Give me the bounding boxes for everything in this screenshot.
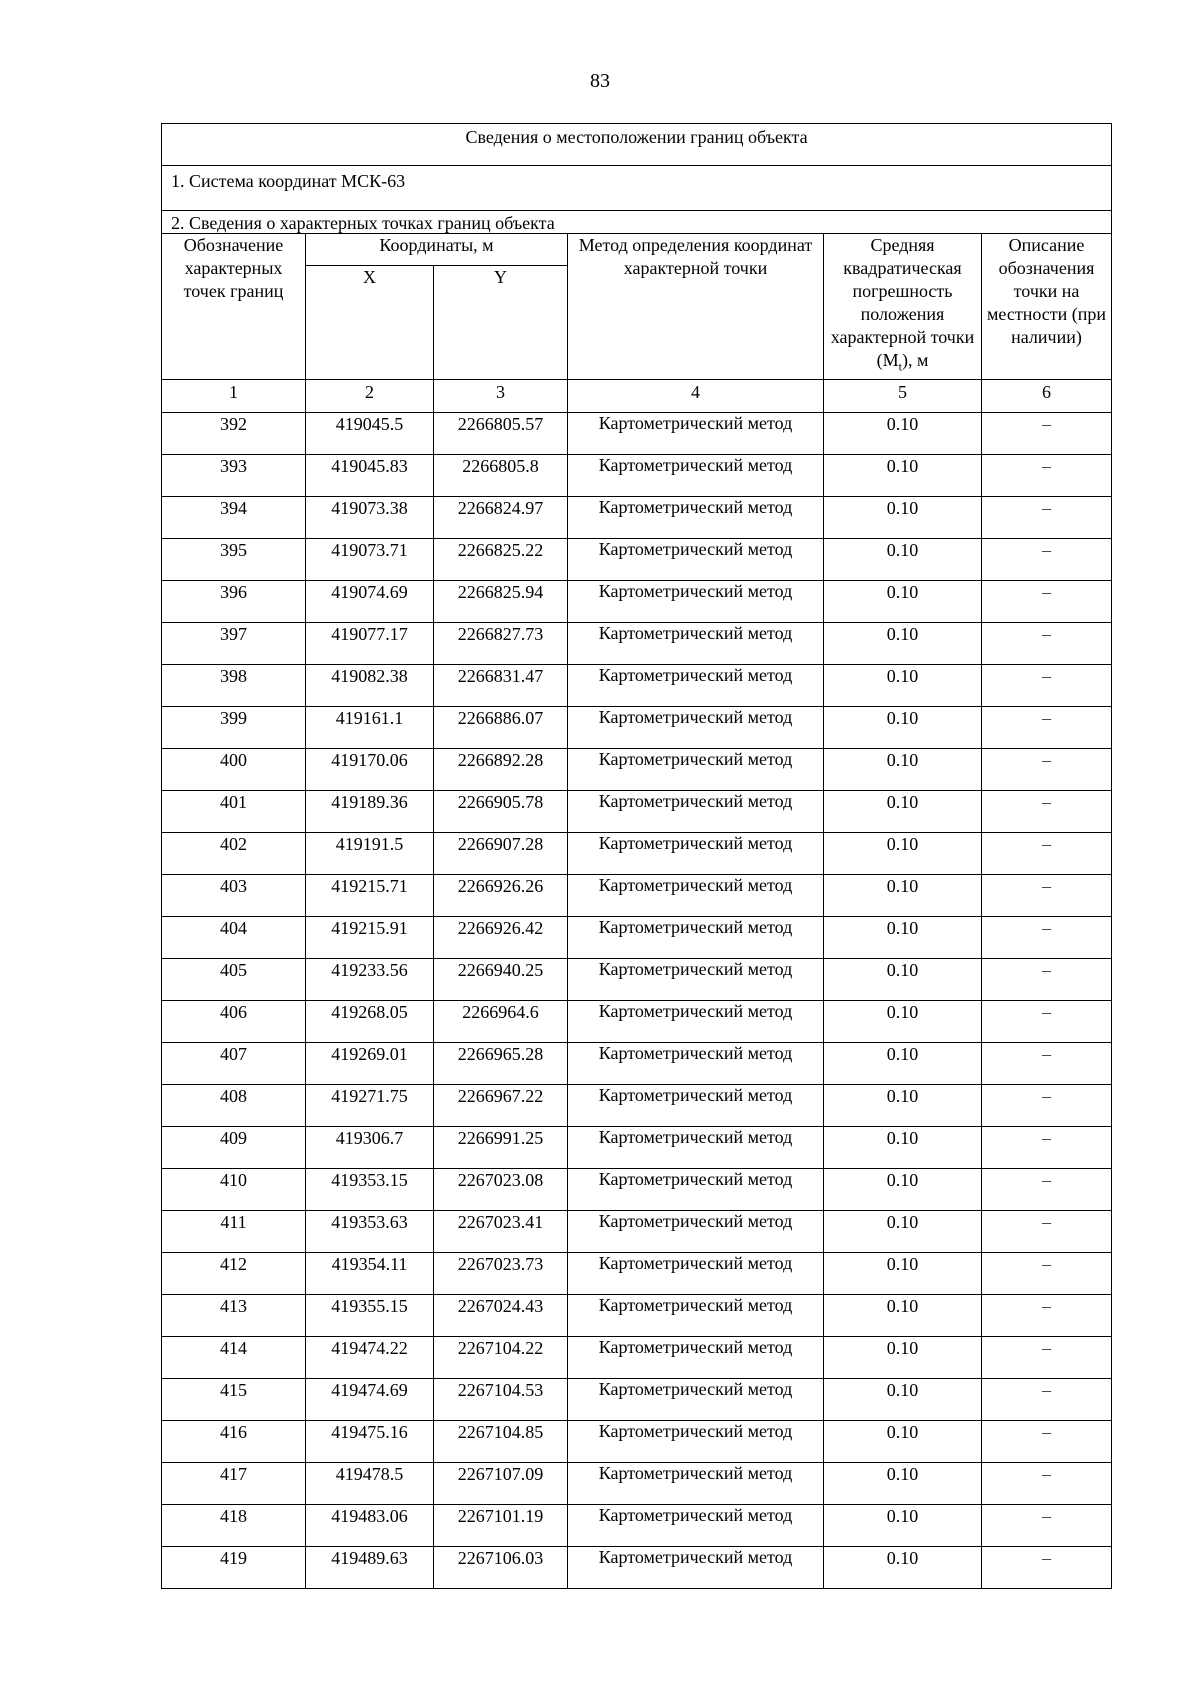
table-row — [162, 790, 1112, 832]
coordinate-system: 1. Система координат МСК-63 — [162, 166, 1112, 211]
cell-x: 419215.91 — [306, 916, 434, 958]
cell-x: 419189.36 — [306, 790, 434, 832]
cell-x: 419073.71 — [306, 538, 434, 580]
cell-method: Картометрический метод — [568, 1000, 824, 1042]
cell-y: 2266967.22 — [434, 1084, 568, 1126]
cell-point: 413 — [162, 1294, 306, 1336]
cell-error: 0.10 — [824, 832, 982, 874]
table-row — [162, 580, 1112, 622]
table-row — [162, 1420, 1112, 1462]
table-row — [162, 664, 1112, 706]
cell-y: 2266805.57 — [434, 412, 568, 454]
cell-description: – — [982, 664, 1112, 706]
table-row — [162, 748, 1112, 790]
cell-method: Картометрический метод — [568, 1378, 824, 1420]
cell-point: 409 — [162, 1126, 306, 1168]
cell-x: 419191.5 — [306, 832, 434, 874]
cell-method: Картометрический метод — [568, 958, 824, 1000]
cell-point: 399 — [162, 706, 306, 748]
cell-method: Картометрический метод — [568, 1042, 824, 1084]
cell-point: 419 — [162, 1546, 306, 1588]
cell-x: 419073.38 — [306, 496, 434, 538]
cell-method: Картометрический метод — [568, 496, 824, 538]
cell-error: 0.10 — [824, 496, 982, 538]
cell-description: – — [982, 454, 1112, 496]
cell-method: Картометрический метод — [568, 412, 824, 454]
cell-description: – — [982, 790, 1112, 832]
cell-point: 406 — [162, 1000, 306, 1042]
cell-y: 2266907.28 — [434, 832, 568, 874]
cell-error: 0.10 — [824, 1504, 982, 1546]
cell-point: 401 — [162, 790, 306, 832]
cell-method: Картометрический метод — [568, 664, 824, 706]
cell-error: 0.10 — [824, 706, 982, 748]
cell-description: – — [982, 1210, 1112, 1252]
cell-method: Картометрический метод — [568, 1546, 824, 1588]
table-row — [162, 454, 1112, 496]
cell-x: 419474.69 — [306, 1378, 434, 1420]
table-row — [162, 1294, 1112, 1336]
table-row — [162, 1084, 1112, 1126]
cell-x: 419045.83 — [306, 454, 434, 496]
cell-description: – — [982, 1042, 1112, 1084]
cell-description: – — [982, 1420, 1112, 1462]
cell-x: 419082.38 — [306, 664, 434, 706]
cell-error: 0.10 — [824, 916, 982, 958]
cell-error: 0.10 — [824, 748, 982, 790]
cell-error: 0.10 — [824, 1168, 982, 1210]
table-row — [162, 538, 1112, 580]
cell-error: 0.10 — [824, 1000, 982, 1042]
table-row — [162, 1336, 1112, 1378]
cell-method: Картометрический метод — [568, 748, 824, 790]
cell-description: – — [982, 1336, 1112, 1378]
cell-y: 2266940.25 — [434, 958, 568, 1000]
cell-point: 400 — [162, 748, 306, 790]
cell-point: 395 — [162, 538, 306, 580]
cell-x: 419233.56 — [306, 958, 434, 1000]
cell-point: 402 — [162, 832, 306, 874]
header-method: Метод определения координат характерной точки — [568, 234, 824, 380]
cell-error: 0.10 — [824, 538, 982, 580]
cell-description: – — [982, 1168, 1112, 1210]
header-coordinates: Координаты, м — [306, 234, 568, 266]
header-point: Обозначение характерных точек границ — [162, 234, 306, 380]
cell-x: 419475.16 — [306, 1420, 434, 1462]
cell-x: 419074.69 — [306, 580, 434, 622]
cell-method: Картометрический метод — [568, 916, 824, 958]
cell-error: 0.10 — [824, 1546, 982, 1588]
cell-method: Картометрический метод — [568, 1420, 824, 1462]
cell-description: – — [982, 916, 1112, 958]
cell-description: – — [982, 874, 1112, 916]
cell-description: – — [982, 1126, 1112, 1168]
cell-x: 419478.5 — [306, 1462, 434, 1504]
table-row — [162, 1504, 1112, 1546]
cell-y: 2266965.28 — [434, 1042, 568, 1084]
cell-point: 415 — [162, 1378, 306, 1420]
cell-point: 410 — [162, 1168, 306, 1210]
cell-point: 414 — [162, 1336, 306, 1378]
cell-description: – — [982, 958, 1112, 1000]
cell-error: 0.10 — [824, 1420, 982, 1462]
header-y: Y — [434, 265, 568, 379]
cell-y: 2267104.22 — [434, 1336, 568, 1378]
cell-error: 0.10 — [824, 1294, 982, 1336]
cell-error: 0.10 — [824, 1462, 982, 1504]
table-row — [162, 1210, 1112, 1252]
cell-error: 0.10 — [824, 1126, 982, 1168]
cell-y: 2266831.47 — [434, 664, 568, 706]
table-row — [162, 1042, 1112, 1084]
cell-point: 417 — [162, 1462, 306, 1504]
cell-method: Картометрический метод — [568, 1462, 824, 1504]
cell-point: 394 — [162, 496, 306, 538]
table-row — [162, 1378, 1112, 1420]
cell-x: 419489.63 — [306, 1546, 434, 1588]
cell-point: 393 — [162, 454, 306, 496]
page-number: 83 — [590, 70, 610, 92]
table-row — [162, 1126, 1112, 1168]
table-row — [162, 1168, 1112, 1210]
cell-description: – — [982, 538, 1112, 580]
table-row — [162, 1252, 1112, 1294]
cell-y: 2266926.26 — [434, 874, 568, 916]
cell-error: 0.10 — [824, 412, 982, 454]
cell-point: 412 — [162, 1252, 306, 1294]
cell-method: Картометрический метод — [568, 1126, 824, 1168]
cell-error: 0.10 — [824, 664, 982, 706]
cell-description: – — [982, 1294, 1112, 1336]
cell-x: 419161.1 — [306, 706, 434, 748]
cell-y: 2266926.42 — [434, 916, 568, 958]
cell-method: Картометрический метод — [568, 454, 824, 496]
cell-y: 2267023.41 — [434, 1210, 568, 1252]
cell-x: 419483.06 — [306, 1504, 434, 1546]
cell-description: – — [982, 412, 1112, 454]
cell-method: Картометрический метод — [568, 1294, 824, 1336]
cell-point: 408 — [162, 1084, 306, 1126]
cell-description: – — [982, 1546, 1112, 1588]
cell-method: Картометрический метод — [568, 1168, 824, 1210]
table-row — [162, 412, 1112, 454]
cell-point: 405 — [162, 958, 306, 1000]
cell-x: 419354.11 — [306, 1252, 434, 1294]
cell-description: – — [982, 832, 1112, 874]
cell-method: Картометрический метод — [568, 1084, 824, 1126]
cell-y: 2267104.53 — [434, 1378, 568, 1420]
cell-description: – — [982, 1504, 1112, 1546]
cell-error: 0.10 — [824, 958, 982, 1000]
cell-y: 2266991.25 — [434, 1126, 568, 1168]
section-title: 2. Сведения о характерных точках границ объекта — [162, 211, 1112, 234]
header-error-suffix: ), м — [901, 350, 929, 370]
cell-description: – — [982, 706, 1112, 748]
cell-error: 0.10 — [824, 1084, 982, 1126]
cell-description: – — [982, 748, 1112, 790]
table-row — [162, 1000, 1112, 1042]
column-number: 1 — [162, 379, 306, 412]
cell-y: 2266805.8 — [434, 454, 568, 496]
cell-x: 419353.63 — [306, 1210, 434, 1252]
cell-x: 419045.5 — [306, 412, 434, 454]
cell-point: 404 — [162, 916, 306, 958]
cell-method: Картометрический метод — [568, 790, 824, 832]
cell-description: – — [982, 1000, 1112, 1042]
header-description: Описание обозначения точки на местности (при наличии) — [982, 234, 1112, 380]
cell-y: 2266905.78 — [434, 790, 568, 832]
cell-point: 397 — [162, 622, 306, 664]
cell-method: Картометрический метод — [568, 874, 824, 916]
table-row — [162, 1462, 1112, 1504]
cell-y: 2266824.97 — [434, 496, 568, 538]
cell-method: Картометрический метод — [568, 1210, 824, 1252]
cell-description: – — [982, 1378, 1112, 1420]
cell-point: 403 — [162, 874, 306, 916]
column-number-row — [162, 379, 1112, 412]
cell-description: – — [982, 580, 1112, 622]
cell-y: 2267101.19 — [434, 1504, 568, 1546]
table-title: Сведения о местоположении границ объекта — [162, 124, 1112, 166]
column-number: 5 — [824, 379, 982, 412]
boundary-points-table — [161, 123, 1112, 1589]
table-row — [162, 958, 1112, 1000]
cell-x: 419306.7 — [306, 1126, 434, 1168]
cell-x: 419268.05 — [306, 1000, 434, 1042]
header-x: X — [306, 265, 434, 379]
cell-x: 419170.06 — [306, 748, 434, 790]
cell-error: 0.10 — [824, 1336, 982, 1378]
column-number: 3 — [434, 379, 568, 412]
cell-error: 0.10 — [824, 580, 982, 622]
cell-error: 0.10 — [824, 790, 982, 832]
column-number: 2 — [306, 379, 434, 412]
cell-point: 398 — [162, 664, 306, 706]
cell-x: 419215.71 — [306, 874, 434, 916]
cell-point: 418 — [162, 1504, 306, 1546]
cell-y: 2266964.6 — [434, 1000, 568, 1042]
cell-error: 0.10 — [824, 454, 982, 496]
column-number: 6 — [982, 379, 1112, 412]
table-row — [162, 622, 1112, 664]
cell-method: Картометрический метод — [568, 538, 824, 580]
cell-x: 419269.01 — [306, 1042, 434, 1084]
cell-y: 2267024.43 — [434, 1294, 568, 1336]
cell-point: 416 — [162, 1420, 306, 1462]
cell-description: – — [982, 496, 1112, 538]
cell-method: Картометрический метод — [568, 832, 824, 874]
cell-y: 2266825.22 — [434, 538, 568, 580]
table-row — [162, 916, 1112, 958]
cell-y: 2266827.73 — [434, 622, 568, 664]
header-error-subscript: t — [898, 359, 902, 374]
cell-x: 419353.15 — [306, 1168, 434, 1210]
cell-point: 392 — [162, 412, 306, 454]
column-number: 4 — [568, 379, 824, 412]
cell-x: 419474.22 — [306, 1336, 434, 1378]
cell-y: 2266825.94 — [434, 580, 568, 622]
cell-description: – — [982, 1462, 1112, 1504]
table-row — [162, 706, 1112, 748]
table-row — [162, 496, 1112, 538]
cell-y: 2267104.85 — [434, 1420, 568, 1462]
table-row — [162, 832, 1112, 874]
cell-method: Картометрический метод — [568, 1336, 824, 1378]
cell-method: Картометрический метод — [568, 580, 824, 622]
cell-x: 419271.75 — [306, 1084, 434, 1126]
header-error-text: Средняя квадратическая погрешность положения характерной точки (M — [830, 235, 975, 370]
header-error — [824, 234, 982, 380]
cell-method: Картометрический метод — [568, 1252, 824, 1294]
cell-error: 0.10 — [824, 1378, 982, 1420]
cell-error: 0.10 — [824, 874, 982, 916]
cell-y: 2267106.03 — [434, 1546, 568, 1588]
cell-description: – — [982, 1252, 1112, 1294]
cell-description: – — [982, 622, 1112, 664]
cell-y: 2267107.09 — [434, 1462, 568, 1504]
cell-y: 2267023.73 — [434, 1252, 568, 1294]
cell-x: 419355.15 — [306, 1294, 434, 1336]
cell-point: 396 — [162, 580, 306, 622]
cell-x: 419077.17 — [306, 622, 434, 664]
cell-error: 0.10 — [824, 622, 982, 664]
cell-method: Картометрический метод — [568, 1504, 824, 1546]
cell-point: 407 — [162, 1042, 306, 1084]
cell-error: 0.10 — [824, 1042, 982, 1084]
table-row — [162, 874, 1112, 916]
cell-error: 0.10 — [824, 1210, 982, 1252]
cell-error: 0.10 — [824, 1252, 982, 1294]
cell-method: Картометрический метод — [568, 622, 824, 664]
cell-y: 2266892.28 — [434, 748, 568, 790]
table-row — [162, 1546, 1112, 1588]
cell-point: 411 — [162, 1210, 306, 1252]
cell-method: Картометрический метод — [568, 706, 824, 748]
cell-y: 2266886.07 — [434, 706, 568, 748]
cell-description: – — [982, 1084, 1112, 1126]
cell-y: 2267023.08 — [434, 1168, 568, 1210]
